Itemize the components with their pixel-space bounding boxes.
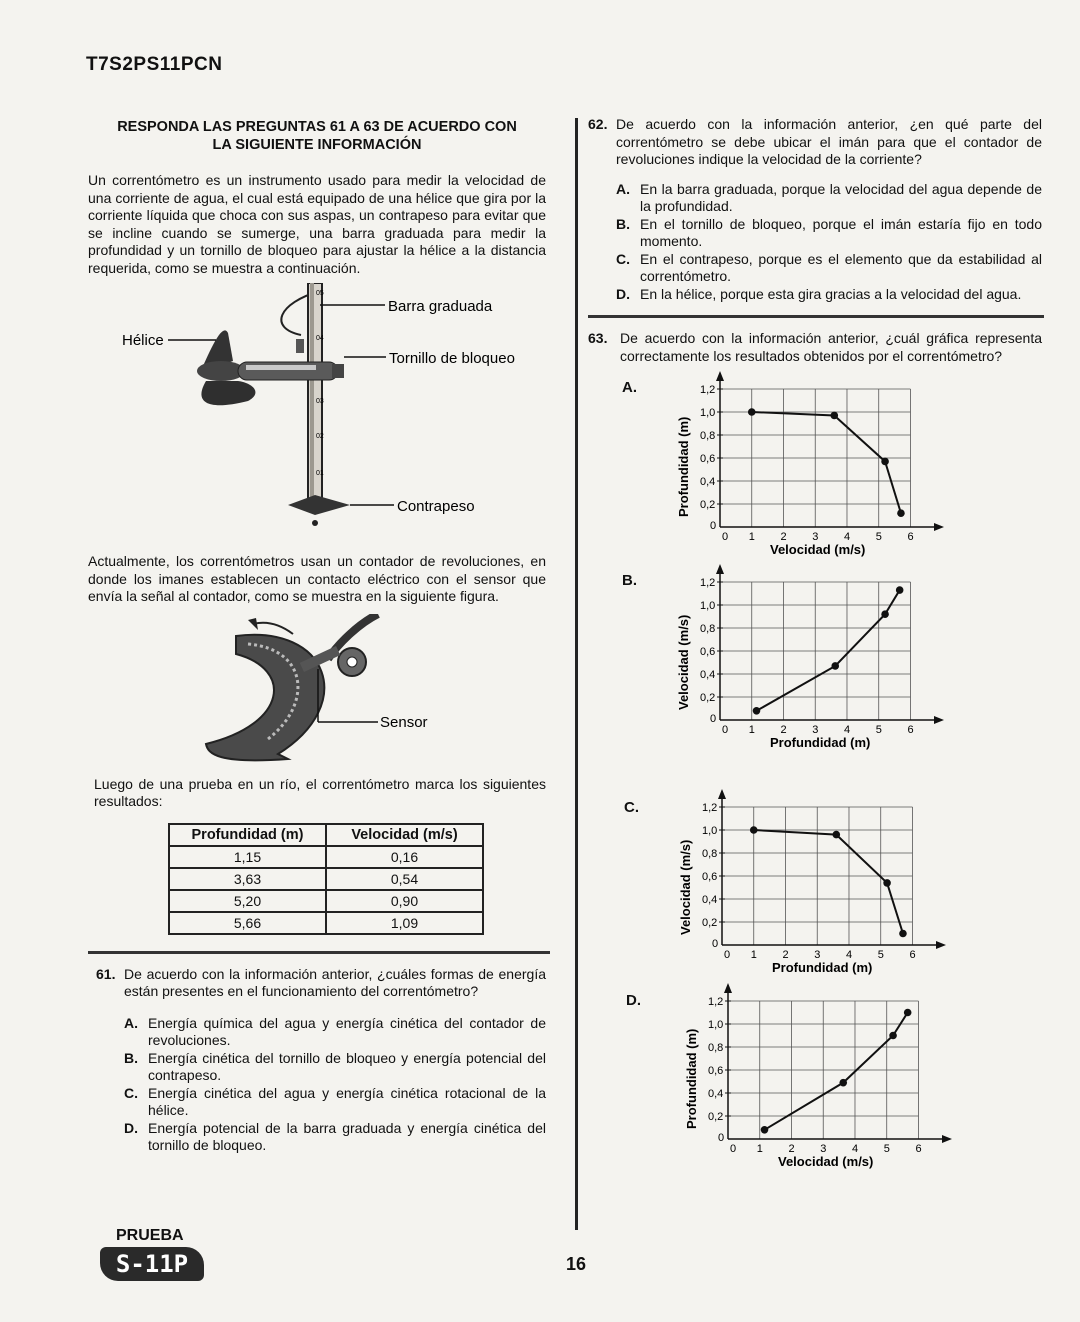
y-tick-label: 0,2 bbox=[708, 1111, 724, 1123]
option-a[interactable] bbox=[616, 181, 1042, 216]
x-tick-label: 1 bbox=[748, 531, 755, 543]
x-tick-label: 2 bbox=[780, 531, 787, 543]
data-point bbox=[830, 412, 838, 420]
x-tick-label: 6 bbox=[907, 724, 914, 736]
data-point bbox=[748, 408, 756, 416]
y-tick-label: 0 bbox=[718, 1132, 725, 1144]
y-axis-label: Velocidad (m/s) bbox=[676, 614, 691, 710]
y-tick-label: 0,6 bbox=[708, 1065, 724, 1077]
option-text: Energía cinética del agua y energía cinética rotacional de la hélice. bbox=[148, 1084, 546, 1118]
y-tick-label: 0,4 bbox=[708, 1088, 724, 1100]
section-divider bbox=[88, 951, 550, 954]
option-b[interactable] bbox=[124, 1050, 546, 1085]
option-letter: A. bbox=[124, 1014, 138, 1031]
question-62-options bbox=[588, 181, 1042, 304]
option-letter: B. bbox=[124, 1049, 138, 1066]
y-tick-label: 0,2 bbox=[700, 499, 716, 511]
rotation-arrow bbox=[253, 622, 293, 633]
series-line bbox=[765, 1013, 908, 1130]
sensor-center bbox=[347, 657, 357, 667]
question-number: 63. bbox=[588, 330, 608, 346]
propeller-blade-bottom bbox=[201, 381, 255, 405]
x-tick-label: 6 bbox=[909, 949, 916, 961]
scale-mark: 05 bbox=[316, 290, 324, 297]
prueba-label: PRUEBA bbox=[116, 1227, 184, 1244]
data-point bbox=[883, 879, 891, 887]
option-letter: C. bbox=[616, 250, 630, 267]
right-column bbox=[588, 116, 1042, 1181]
option-b[interactable] bbox=[616, 216, 1042, 251]
scale-mark: 01 bbox=[316, 470, 324, 477]
y-tick-label: 1,0 bbox=[708, 1019, 724, 1031]
x-tick-label: 2 bbox=[782, 949, 789, 961]
counter-paragraph: Actualmente, los correntómetros usan un contador de revoluciones, en donde los imanes establecen un contacto eléctrico con el sensor que envía la señal al contador, como se muestra en la siguiente figura. bbox=[88, 553, 546, 604]
y-tick-label: 0 bbox=[710, 520, 717, 532]
x-tick-label: 4 bbox=[843, 724, 851, 736]
y-tick-label: 1,0 bbox=[700, 600, 716, 612]
y-axis-label: Profundidad (m) bbox=[676, 416, 691, 517]
x-tick-label: 3 bbox=[812, 531, 819, 543]
table-cell: 0,16 bbox=[326, 846, 483, 868]
graph-b[interactable] bbox=[658, 562, 948, 752]
table-cell: 3,63 bbox=[169, 868, 326, 890]
x-axis-arrow bbox=[934, 523, 944, 531]
x-tick-label: 0 bbox=[722, 724, 729, 736]
revolution-counter-figure bbox=[88, 614, 546, 764]
counter-arc bbox=[206, 634, 324, 760]
option-text: En el contrapeso, porque es el elemento que da estabilidad al correntómetro. bbox=[640, 250, 1042, 284]
bar-shade bbox=[310, 283, 314, 508]
table-header-speed: Velocidad (m/s) bbox=[326, 824, 483, 846]
locking-screw bbox=[332, 364, 344, 378]
x-tick-label: 5 bbox=[875, 531, 882, 543]
x-axis-label: Profundidad (m) bbox=[770, 735, 871, 750]
clamp bbox=[296, 339, 304, 353]
question-61-options bbox=[96, 1015, 546, 1155]
y-axis-arrow bbox=[716, 371, 724, 381]
x-tick-label: 6 bbox=[915, 1143, 922, 1155]
table-row bbox=[169, 890, 483, 912]
graph-c-label[interactable]: C. bbox=[624, 799, 639, 816]
prueba-badge: S-11P bbox=[100, 1247, 204, 1281]
y-tick-label: 1,0 bbox=[702, 825, 718, 837]
y-tick-label: 1,2 bbox=[702, 802, 718, 814]
table-row bbox=[169, 912, 483, 934]
question-62-stem bbox=[588, 116, 1042, 169]
table-cell: 5,20 bbox=[169, 890, 326, 912]
question-divider bbox=[588, 315, 1044, 318]
data-point bbox=[881, 610, 889, 618]
page-number: 16 bbox=[566, 1254, 587, 1274]
y-axis-arrow bbox=[716, 564, 724, 574]
table-row bbox=[169, 846, 483, 868]
intro-paragraph: Un correntómetro es un instrumento usado para medir la velocidad de una corriente de agua, el cual está equipado de una hélice que gira por la corriente líquida que choca con sus aspas, un contrapeso para evitar que se incline cuando se sumerge, una barra graduada para medir la profundidad y un tornillo de bloqueo para ajustar la hélice a la distancia requerida, como se muestra a continuación. bbox=[88, 172, 546, 276]
x-axis-arrow bbox=[942, 1135, 952, 1143]
x-tick-label: 0 bbox=[722, 531, 729, 543]
option-text: En la barra graduada, porque la velocidad del agua depende de la profundidad. bbox=[640, 180, 1042, 214]
table-row bbox=[169, 868, 483, 890]
x-tick-label: 2 bbox=[780, 724, 787, 736]
scale-mark: 03 bbox=[316, 398, 324, 405]
label-barra: Barra graduada bbox=[388, 298, 493, 315]
y-tick-label: 0,2 bbox=[702, 917, 718, 929]
option-d[interactable] bbox=[616, 286, 1042, 304]
y-tick-label: 0,8 bbox=[700, 430, 716, 442]
y-tick-label: 0,6 bbox=[702, 871, 718, 883]
data-point bbox=[897, 509, 905, 517]
y-tick-label: 0,4 bbox=[700, 669, 716, 681]
y-tick-label: 0 bbox=[712, 938, 719, 950]
graph-options bbox=[588, 369, 1042, 1181]
option-letter: D. bbox=[124, 1119, 138, 1136]
y-axis-label: Velocidad (m/s) bbox=[678, 839, 693, 935]
data-point bbox=[839, 1079, 847, 1087]
x-tick-label: 1 bbox=[750, 949, 757, 961]
scale-mark: 02 bbox=[316, 433, 324, 440]
x-tick-label: 3 bbox=[812, 724, 819, 736]
x-tick-label: 3 bbox=[814, 949, 821, 961]
graph-a[interactable] bbox=[658, 369, 948, 559]
x-axis-arrow bbox=[936, 941, 946, 949]
meter-body bbox=[238, 362, 338, 380]
x-tick-label: 0 bbox=[724, 949, 731, 961]
option-letter: B. bbox=[616, 215, 630, 232]
y-tick-label: 0,4 bbox=[700, 476, 716, 488]
question-63 bbox=[588, 330, 1042, 365]
x-tick-label: 3 bbox=[820, 1143, 827, 1155]
label-sensor: Sensor bbox=[380, 713, 428, 731]
data-point bbox=[750, 826, 758, 834]
results-table bbox=[168, 823, 484, 935]
x-axis-label: Velocidad (m/s) bbox=[770, 542, 866, 557]
y-tick-label: 1,2 bbox=[700, 384, 716, 396]
graph-c[interactable] bbox=[660, 787, 950, 977]
option-a[interactable] bbox=[124, 1015, 546, 1050]
data-point bbox=[899, 930, 907, 938]
y-tick-label: 1,0 bbox=[700, 407, 716, 419]
y-axis-arrow bbox=[724, 983, 732, 993]
table-cell: 1,15 bbox=[169, 846, 326, 868]
y-tick-label: 0,6 bbox=[700, 646, 716, 658]
option-c[interactable] bbox=[616, 251, 1042, 286]
question-text: De acuerdo con la información anterior, ¿en qué parte del correntómetro se debe ubicar el imán para que el contador de revoluciones indique la velocidad de la corriente? bbox=[616, 116, 1042, 167]
option-letter: A. bbox=[616, 180, 630, 197]
x-tick-label: 5 bbox=[875, 724, 882, 736]
y-tick-label: 0,6 bbox=[700, 453, 716, 465]
data-point bbox=[753, 707, 761, 715]
question-61 bbox=[88, 966, 546, 1155]
document-code: T7S2PS11PCN bbox=[86, 54, 223, 75]
y-tick-label: 0,8 bbox=[708, 1042, 724, 1054]
x-tick-label: 2 bbox=[788, 1143, 795, 1155]
body-highlight bbox=[246, 365, 316, 370]
y-tick-label: 0,4 bbox=[702, 894, 718, 906]
y-tick-label: 0,8 bbox=[700, 623, 716, 635]
data-point bbox=[832, 831, 840, 839]
series-line bbox=[757, 590, 900, 711]
section-header-line1: RESPONDA LAS PREGUNTAS 61 A 63 DE ACUERDO CON bbox=[117, 119, 517, 135]
section-header-line2: LA SIGUIENTE INFORMACIÓN bbox=[212, 137, 422, 153]
data-point bbox=[896, 586, 904, 594]
column-divider bbox=[575, 118, 578, 1230]
x-tick-label: 4 bbox=[851, 1143, 859, 1155]
question-63-stem bbox=[588, 330, 1042, 365]
graph-d[interactable] bbox=[666, 981, 956, 1171]
table-cell: 5,66 bbox=[169, 912, 326, 934]
data-point bbox=[889, 1032, 897, 1040]
option-text: En la hélice, porque esta gira gracias a la velocidad del agua. bbox=[640, 285, 1022, 302]
table-cell: 0,54 bbox=[326, 868, 483, 890]
x-tick-label: 1 bbox=[748, 724, 755, 736]
y-tick-label: 1,2 bbox=[700, 577, 716, 589]
option-text: Energía potencial de la barra graduada y energía cinética del tornillo de bloqueo. bbox=[148, 1119, 546, 1153]
question-number: 62. bbox=[588, 116, 608, 132]
option-text: Energía química del agua y energía cinética del contador de revoluciones. bbox=[148, 1014, 546, 1048]
question-text: De acuerdo con la información anterior, ¿cuál gráfica representa correctamente los resultados obtenidos por el correntómetro? bbox=[620, 330, 1042, 364]
x-tick-label: 5 bbox=[877, 949, 884, 961]
question-text: De acuerdo con la información anterior, ¿cuáles formas de energía están presentes en el funcionamiento del correntómetro? bbox=[124, 965, 546, 999]
question-62 bbox=[588, 116, 1042, 303]
x-axis-label: Profundidad (m) bbox=[772, 960, 873, 975]
x-axis-arrow bbox=[934, 716, 944, 724]
y-axis-arrow bbox=[718, 789, 726, 799]
y-tick-label: 0 bbox=[710, 713, 717, 725]
rotation-arrow-head bbox=[248, 618, 258, 630]
x-tick-label: 4 bbox=[843, 531, 851, 543]
counterweight-tip bbox=[312, 520, 318, 526]
x-tick-label: 1 bbox=[756, 1143, 763, 1155]
counterweight bbox=[288, 495, 350, 515]
x-tick-label: 0 bbox=[730, 1143, 737, 1155]
question-number: 61. bbox=[96, 965, 116, 982]
results-paragraph: Luego de una prueba en un río, el correntómetro marca los siguientes resultados: bbox=[94, 775, 546, 809]
label-tornillo: Tornillo de bloqueo bbox=[389, 350, 515, 367]
x-axis-label: Velocidad (m/s) bbox=[778, 1154, 874, 1169]
table-cell: 0,90 bbox=[326, 890, 483, 912]
option-text: En el tornillo de bloqueo, porque el imán estaría fijo en todo momento. bbox=[640, 215, 1042, 249]
y-tick-label: 0,2 bbox=[700, 692, 716, 704]
x-tick-label: 6 bbox=[907, 531, 914, 543]
label-helice: Hélice bbox=[122, 332, 164, 349]
scale-mark: 04 bbox=[316, 335, 324, 342]
current-meter-figure bbox=[88, 283, 546, 541]
y-tick-label: 0,8 bbox=[702, 848, 718, 860]
data-point bbox=[831, 662, 839, 670]
label-contrapeso: Contrapeso bbox=[397, 498, 475, 515]
data-point bbox=[761, 1126, 769, 1134]
graph-d-label[interactable]: D. bbox=[626, 992, 641, 1009]
option-letter: C. bbox=[124, 1084, 138, 1101]
option-letter: D. bbox=[616, 285, 630, 302]
option-d[interactable] bbox=[124, 1120, 546, 1155]
option-text: Energía cinética del tornillo de bloqueo y energía potencial del contrapeso. bbox=[148, 1049, 546, 1083]
option-c[interactable] bbox=[124, 1085, 546, 1120]
y-axis-label: Profundidad (m) bbox=[684, 1028, 699, 1129]
left-column bbox=[88, 118, 546, 1155]
y-tick-label: 1,2 bbox=[708, 996, 724, 1008]
data-point bbox=[881, 458, 889, 466]
graph-a-label[interactable]: A. bbox=[622, 379, 637, 396]
x-tick-label: 4 bbox=[845, 949, 853, 961]
table-cell: 1,09 bbox=[326, 912, 483, 934]
data-point bbox=[904, 1009, 912, 1017]
table-header-row bbox=[169, 824, 483, 846]
question-61-stem bbox=[96, 966, 546, 1001]
section-header bbox=[88, 118, 546, 154]
x-tick-label: 5 bbox=[883, 1143, 890, 1155]
table-header-depth: Profundidad (m) bbox=[169, 824, 326, 846]
graph-b-label[interactable]: B. bbox=[622, 572, 637, 589]
